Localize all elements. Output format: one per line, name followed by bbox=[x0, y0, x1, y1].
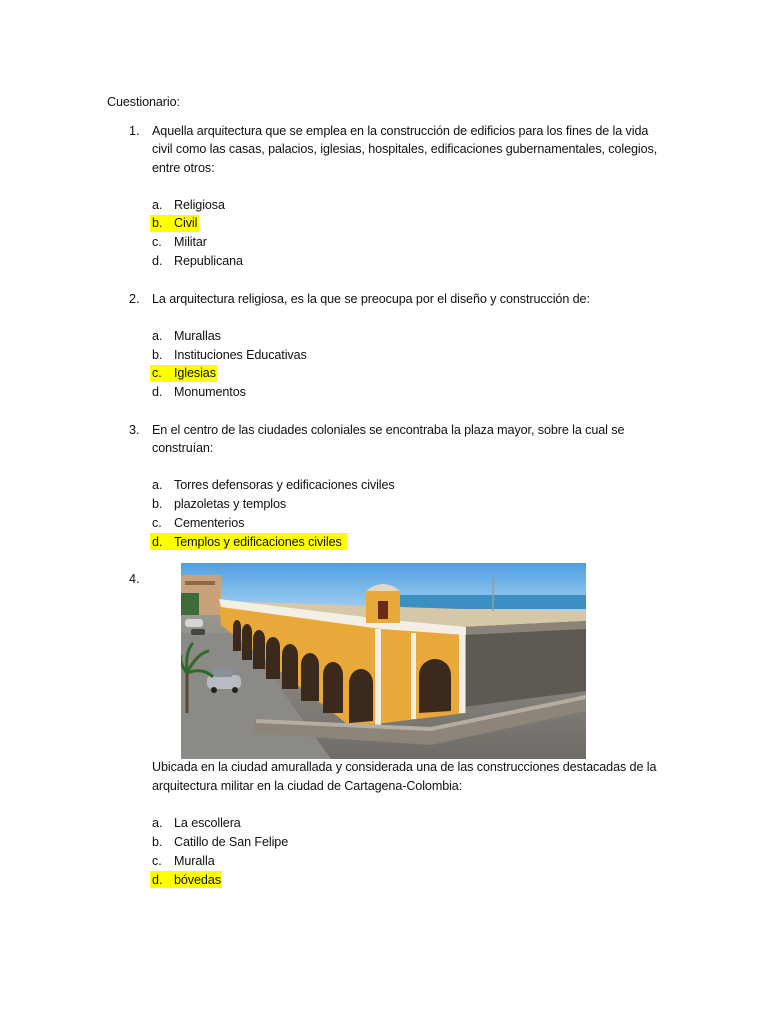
question-1-line-3: entre otros: bbox=[152, 161, 215, 175]
q1-option-b-letter: b. bbox=[152, 216, 163, 230]
q1-option-b-text: Civil bbox=[174, 216, 198, 230]
question-1-number: 1. bbox=[129, 124, 140, 138]
q4-option-a-text: La escollera bbox=[174, 816, 241, 830]
question-2-line-1: La arquitectura religiosa, es la que se preocupa por el diseño y construcción de: bbox=[152, 292, 590, 306]
q1-option-a-text: Religiosa bbox=[174, 198, 225, 212]
q1-option-a-letter: a. bbox=[152, 198, 163, 212]
q4-option-d-text: bóvedas bbox=[174, 873, 221, 887]
q1-option-d-letter: d. bbox=[152, 254, 163, 268]
question-3-line-1: En el centro de las ciudades coloniales se encontraba la plaza mayor, sobre la cual se bbox=[152, 423, 625, 437]
q4-option-b-letter: b. bbox=[152, 835, 163, 849]
question-1-line-2: civil como las casas, palacios, iglesias, hospitales, edificaciones gubernamentales, colegios, bbox=[152, 142, 658, 156]
question-3-number: 3. bbox=[129, 423, 140, 437]
q2-option-d-letter: d. bbox=[152, 385, 163, 399]
question-4-number: 4. bbox=[129, 572, 140, 586]
q2-option-d-text: Monumentos bbox=[174, 385, 246, 399]
q3-option-d-text: Templos y edificaciones civiles bbox=[174, 535, 342, 549]
q3-option-d-letter: d. bbox=[152, 535, 163, 549]
q4-option-d-letter: d. bbox=[152, 873, 163, 887]
q1-option-c-letter: c. bbox=[152, 235, 162, 249]
q3-option-b-text: plazoletas y templos bbox=[174, 497, 287, 511]
q1-option-c-text: Militar bbox=[174, 235, 207, 249]
q3-option-c-letter: c. bbox=[152, 516, 162, 530]
q3-option-a-text: Torres defensoras y edificaciones civiles bbox=[174, 478, 395, 492]
bovedas-photo bbox=[181, 563, 586, 759]
question-3-line-2: construían: bbox=[152, 441, 214, 455]
q1-option-d-text: Republicana bbox=[174, 254, 243, 268]
question-4-line-1: Ubicada en la ciudad amurallada y considerada una de las construcciones destacadas de la bbox=[152, 760, 657, 774]
q4-option-b-text: Catillo de San Felipe bbox=[174, 835, 289, 849]
q2-option-c-text: Iglesias bbox=[174, 366, 216, 380]
q2-option-a-text: Murallas bbox=[174, 329, 221, 343]
q4-option-a-letter: a. bbox=[152, 816, 163, 830]
q3-option-a-letter: a. bbox=[152, 478, 163, 492]
question-4-line-2: arquitectura militar en la ciudad de Cartagena-Colombia: bbox=[152, 779, 463, 793]
q2-option-c-letter: c. bbox=[152, 366, 162, 380]
q3-option-b-letter: b. bbox=[152, 497, 163, 511]
page-title: Cuestionario: bbox=[107, 95, 180, 109]
q2-option-a-letter: a. bbox=[152, 329, 163, 343]
q2-option-b-letter: b. bbox=[152, 348, 163, 362]
q4-option-c-letter: c. bbox=[152, 854, 162, 868]
q4-option-c-text: Muralla bbox=[174, 854, 215, 868]
question-1-line-1: Aquella arquitectura que se emplea en la construcción de edificios para los fines de la vida bbox=[152, 124, 649, 138]
question-2-number: 2. bbox=[129, 292, 140, 306]
q3-option-c-text: Cementerios bbox=[174, 516, 245, 530]
q2-option-b-text: Instituciones Educativas bbox=[174, 348, 307, 362]
